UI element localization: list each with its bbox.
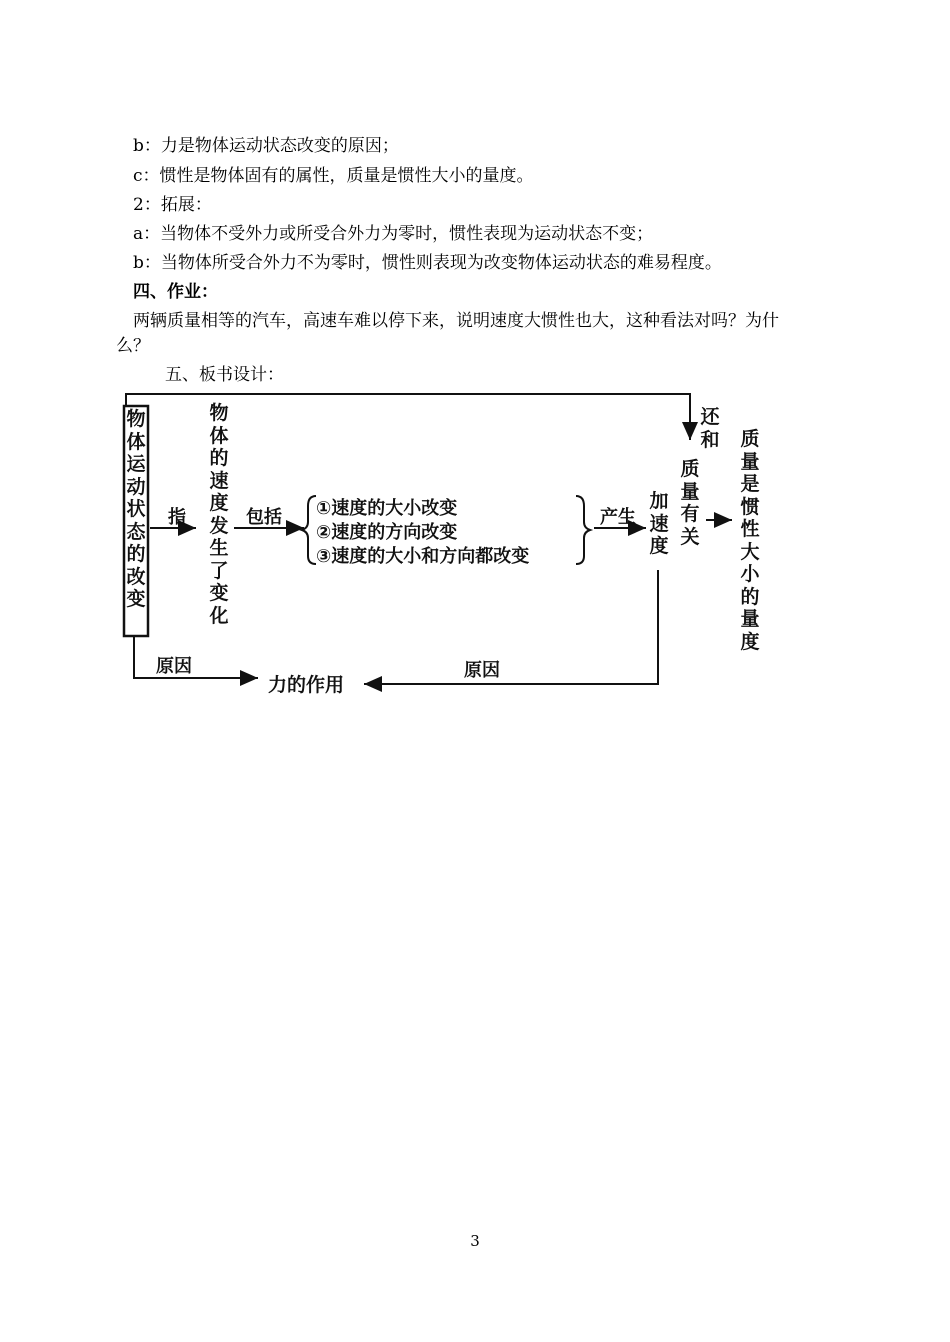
velocity-column-char: 变	[209, 582, 229, 604]
velocity-column	[206, 402, 232, 627]
acceleration-column-char: 速	[649, 512, 669, 535]
board-heading: 五、板书设计：	[165, 365, 284, 385]
para-b2: b：当物体所受合外力不为零时，惯性则表现为改变物体运动状态的难易程度。	[133, 253, 722, 273]
mass-column-char: 量	[680, 480, 700, 503]
para-c1: c：惯性是物体固有的属性，质量是惯性大小的量度。	[133, 166, 534, 186]
para-a2: a：当物体不受外力或所受合外力为零时，惯性表现为运动状态不变；	[133, 224, 654, 244]
velocity-column-char: 了	[209, 559, 229, 582]
box-column-char: 动	[126, 475, 146, 498]
box-column	[124, 408, 148, 611]
box-column-char: 的	[126, 543, 146, 565]
conclusion-column	[738, 428, 762, 653]
acceleration-column	[648, 490, 670, 558]
label-haihe-char: 和	[700, 428, 720, 451]
item-2: ②速度的方向改变	[316, 522, 458, 543]
conclusion-column-char: 量	[740, 608, 760, 630]
bottom-left-connector	[134, 636, 258, 678]
label-baokuo: 包括	[246, 507, 282, 528]
mass-column	[678, 458, 702, 548]
box-column-char: 变	[126, 588, 146, 610]
conclusion-column-char: 量	[740, 450, 760, 473]
conclusion-column-char: 是	[740, 473, 760, 495]
box-column-char: 运	[126, 453, 146, 475]
box-column-char: 体	[126, 430, 146, 453]
velocity-column-char: 体	[209, 424, 229, 447]
velocity-column-char: 化	[209, 604, 229, 627]
acceleration-column-char: 度	[649, 535, 669, 557]
acceleration-column-char: 加	[649, 490, 669, 512]
velocity-column-char: 速	[209, 469, 229, 492]
label-haihe	[698, 406, 722, 451]
conclusion-column-char: 的	[740, 585, 760, 608]
conclusion-column-char: 小	[740, 563, 760, 585]
conclusion-column-char: 惯	[740, 495, 760, 518]
mass-column-char: 关	[680, 525, 700, 548]
bottom-right-connector	[364, 570, 658, 684]
box-column-char: 态	[126, 520, 146, 543]
conclusion-column-char: 度	[740, 630, 760, 653]
label-yuanyin-right: 原因	[464, 660, 500, 681]
velocity-column-char: 物	[209, 402, 229, 424]
board-diagram	[112, 388, 772, 696]
label-force: 力的作用	[268, 674, 345, 696]
para-b1: b：力是物体运动状态改变的原因；	[133, 136, 399, 156]
homework-heading: 四、作业：	[133, 282, 218, 302]
label-haihe-char: 还	[700, 406, 720, 428]
label-yuanyin-left: 原因	[156, 656, 192, 677]
homework-line-1: 两辆质量相等的汽车，高速车难以停下来，说明速度大惯性也大，这种看法对吗？为什	[133, 311, 779, 331]
conclusion-column-char: 性	[740, 518, 760, 540]
label-chansheng: 产生	[600, 507, 636, 528]
velocity-column-char: 发	[209, 514, 229, 537]
right-brace	[576, 496, 590, 564]
velocity-column-char: 的	[209, 447, 229, 469]
para-ext: 2：拓展：	[133, 195, 212, 215]
box-column-char: 状	[126, 498, 146, 520]
velocity-column-char: 生	[209, 537, 229, 559]
page-number: 3	[470, 1232, 480, 1250]
mass-column-char: 质	[680, 458, 700, 480]
left-brace	[302, 496, 316, 564]
box-column-char: 改	[126, 565, 146, 588]
mass-column-char: 有	[680, 503, 700, 525]
box-column-char: 物	[126, 408, 146, 430]
item-1: ①速度的大小改变	[316, 498, 458, 519]
homework-line-2: 么？	[116, 336, 150, 356]
label-zhi: 指	[168, 507, 186, 528]
item-3: ③速度的大小和方向都改变	[316, 546, 530, 567]
conclusion-column-char: 质	[740, 428, 760, 450]
conclusion-column-char: 大	[740, 540, 760, 563]
velocity-column-char: 度	[209, 492, 229, 514]
